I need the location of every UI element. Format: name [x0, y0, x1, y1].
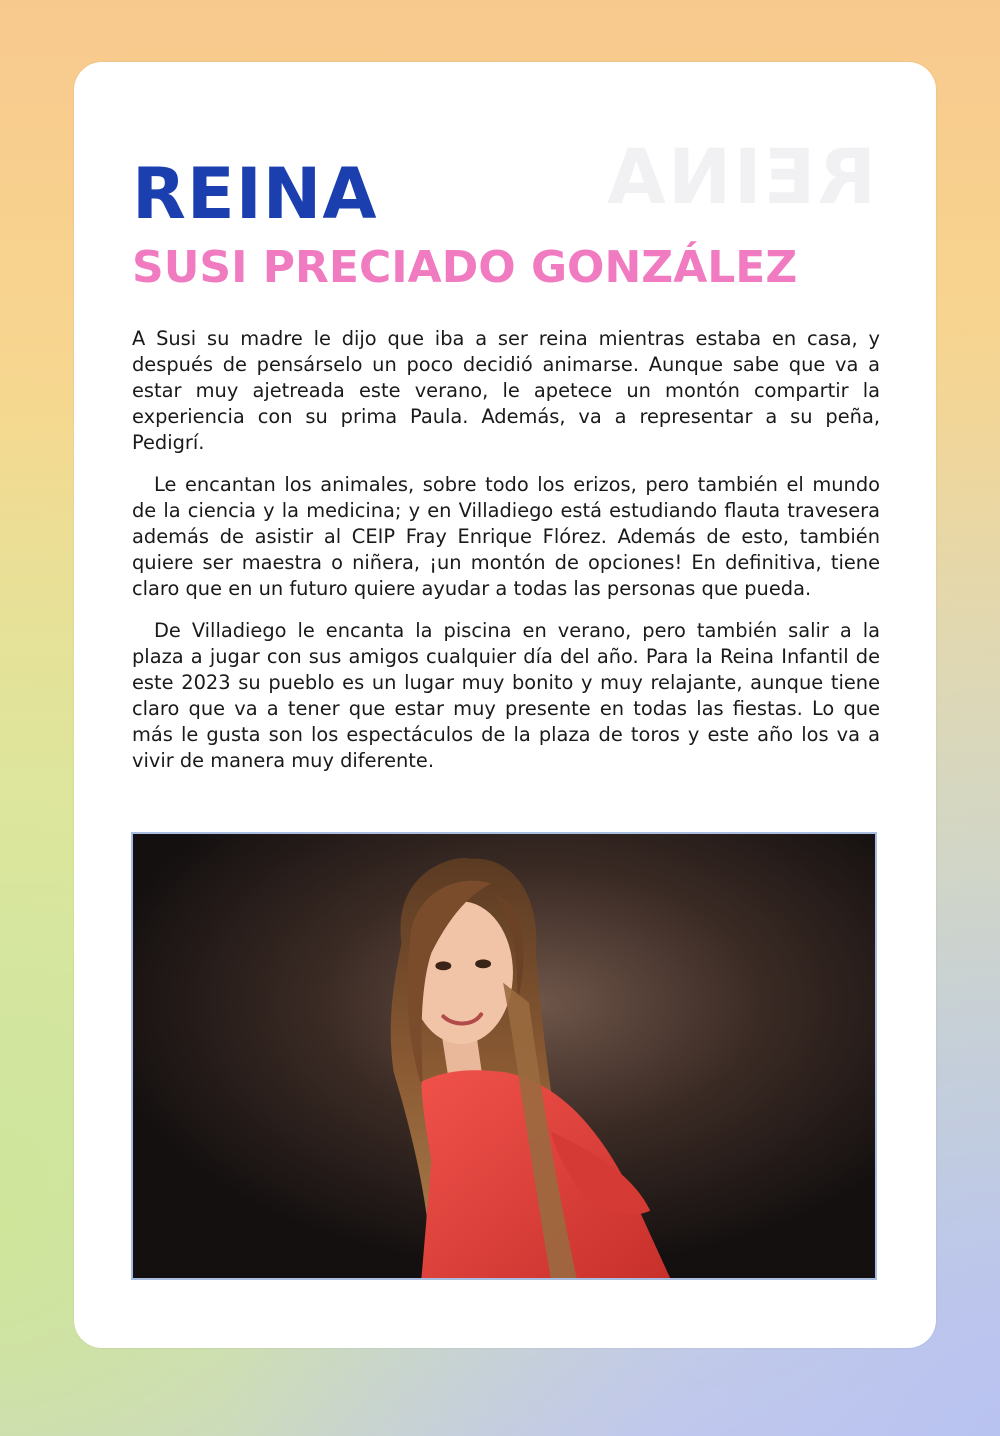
portrait-illustration: [133, 834, 875, 1278]
portrait-photo: [131, 832, 877, 1280]
show-through-text: REINA: [604, 132, 876, 221]
paragraph-3: De Villadiego le encanta la piscina en verano, pero también salir a la plaza a jugar con sus amigos cualquier día del año. Para la Reina Infantil de este 2023 su pueblo es un lugar muy bonito y muy relajante, aunque tiene claro que va a tener que estar muy presente en todas las fiestas. Lo que más le gusta son los espectáculos de la plaza de toros y este año los va a vivir de manera muy diferente.: [132, 619, 880, 772]
article-body: [132, 326, 880, 790]
paragraph-1: A Susi su madre le dijo que iba a ser reina mientras estaba en casa, y después de pensárselo un poco decidió animarse. Aunque sabe que va a estar muy ajetreada este verano, le apetece un montón compartir la experiencia con su prima Paula. Además, va a representar a su peña, Pedigrí.: [132, 327, 880, 454]
page-subtitle: SUSI PRECIADO GONZÁLEZ: [132, 242, 798, 293]
paragraph-2: Le encantan los animales, sobre todo los erizos, pero también el mundo de la ciencia y la medicina; y en Villadiego está estudiando flauta travesera además de asistir al CEIP Fray Enrique Flórez. Además de esto, también quiere ser maestra o niñera, ¡un montón de opciones! En definitiva, tiene claro que en un futuro quiere ayudar a todas las personas que pueda.: [132, 473, 880, 600]
page-title: REINA: [132, 153, 378, 235]
eye-right: [475, 959, 491, 968]
eye-left: [435, 961, 451, 970]
